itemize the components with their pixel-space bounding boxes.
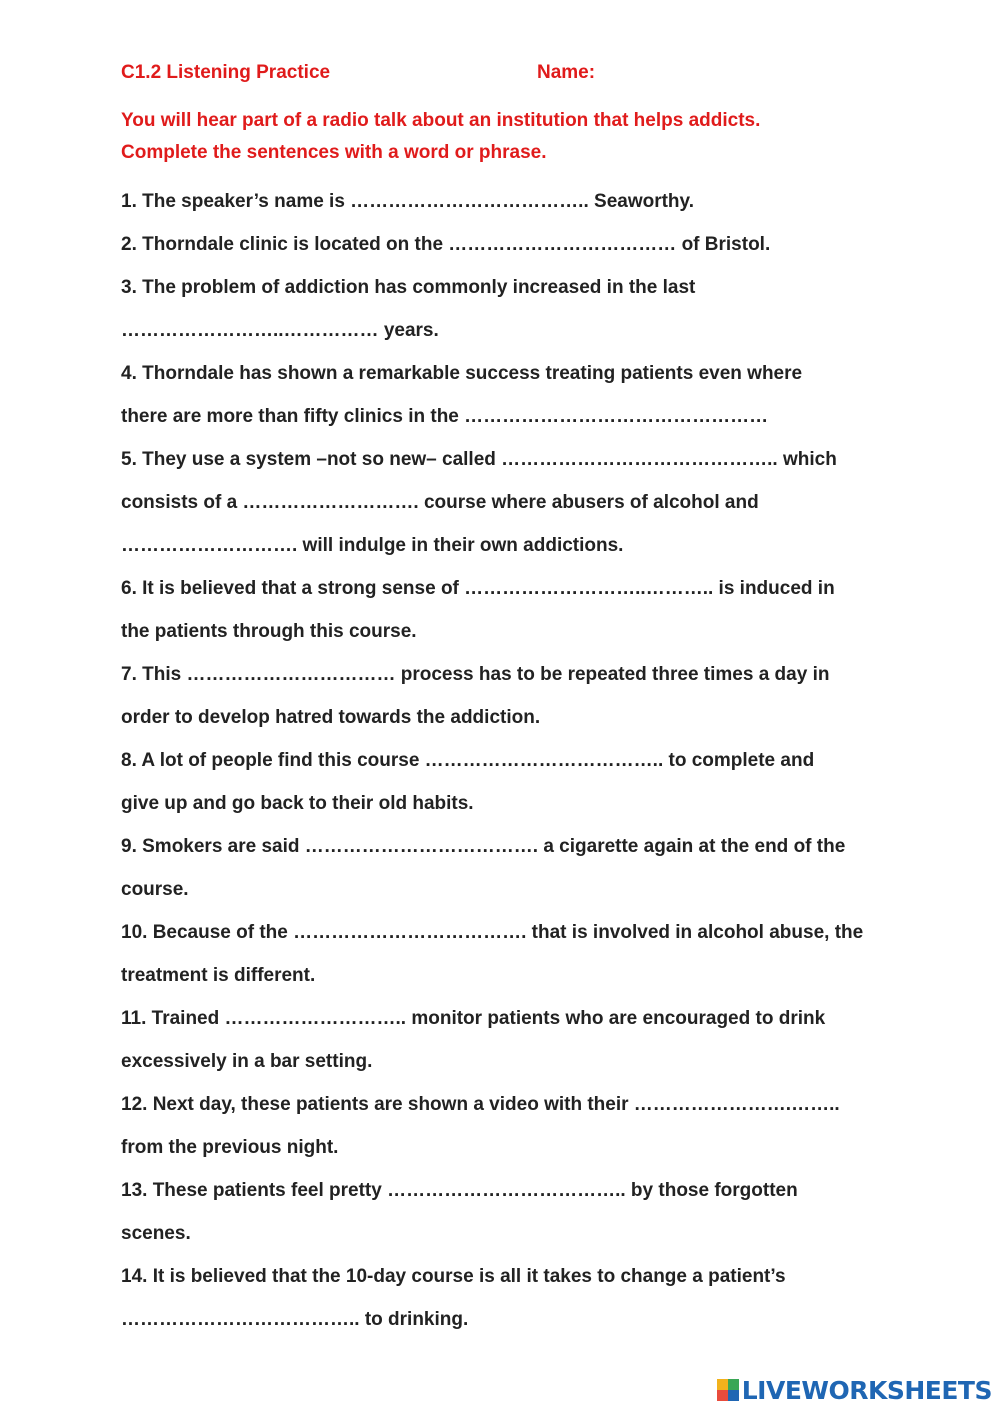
question-line: order to develop hatred towards the addiction. <box>121 707 541 728</box>
liveworksheets-logo-icon <box>717 1379 739 1401</box>
question-line: consists of a ………………………. course where abusers of alcohol and <box>121 492 759 513</box>
question-line: 12. Next day, these patients are shown a video with their …………………….…….. <box>121 1094 840 1115</box>
question-line: 2. Thorndale clinic is located on the ……………………………… of Bristol. <box>121 234 771 255</box>
worksheet-header <box>121 62 901 88</box>
question-line: 4. Thorndale has shown a remarkable success treating patients even where <box>121 363 803 384</box>
question-line: 3. The problem of addiction has commonly increased in the last <box>121 277 696 298</box>
question-line: scenes. <box>121 1223 191 1244</box>
question-line: course. <box>121 879 189 900</box>
question-line: 5. They use a system –not so new– called …………………………………….. which <box>121 449 837 470</box>
question-line: the patients through this course. <box>121 621 417 642</box>
question-line: 7. This …………………………… process has to be repeated three times a day in <box>121 664 830 685</box>
question-line: 10. Because of the ………………………………. that is involved in alcohol abuse, the <box>121 922 864 943</box>
question-line: ………………………. will indulge in their own addictions. <box>121 535 624 556</box>
instructions-line: You will hear part of a radio talk about an institution that helps addicts. <box>121 110 761 131</box>
question-line: from the previous night. <box>121 1137 339 1158</box>
question-list <box>121 180 901 1341</box>
question-line: 13. These patients feel pretty ……………………………….. by those forgotten <box>121 1180 798 1201</box>
question-line: ……………………..…………… years. <box>121 320 439 341</box>
liveworksheets-logo <box>717 1375 992 1405</box>
question-line: 1. The speaker’s name is ……………………………….. Seaworthy. <box>121 191 694 212</box>
question-line: give up and go back to their old habits. <box>121 793 474 814</box>
logo-text: LIVEWORKSHEETS <box>741 1375 992 1405</box>
question-line: 6. It is believed that a strong sense of ………………………..……….. is induced in <box>121 578 835 599</box>
instructions <box>121 105 901 169</box>
question-line: there are more than fifty clinics in the ………………………………………… <box>121 406 769 427</box>
question-line: 14. It is believed that the 10-day course is all it takes to change a patient’s <box>121 1266 786 1287</box>
question-line: ……………………………….. to drinking. <box>121 1309 469 1330</box>
name-label: Name: <box>537 62 596 83</box>
question-line: 11. Trained ……………………….. monitor patients who are encouraged to drink <box>121 1008 826 1029</box>
question-line: treatment is different. <box>121 965 316 986</box>
question-line: 8. A lot of people find this course ……………………………….. to complete and <box>121 750 815 771</box>
question-line: 9. Smokers are said ………………………………. a cigarette again at the end of the <box>121 836 846 857</box>
instructions-line: Complete the sentences with a word or phrase. <box>121 142 547 163</box>
question-line: excessively in a bar setting. <box>121 1051 373 1072</box>
worksheet-title: C1.2 Listening Practice <box>121 62 331 83</box>
